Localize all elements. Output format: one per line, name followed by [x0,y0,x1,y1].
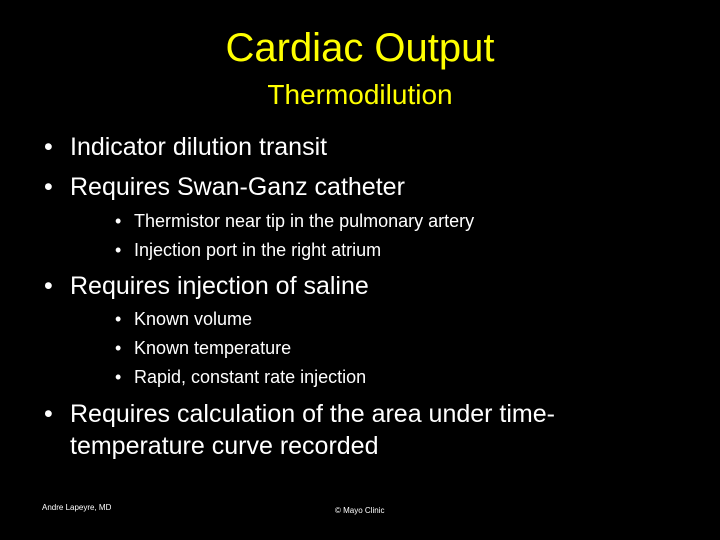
bullet-marker: • [44,173,53,201]
footer-author: Andre Lapeyre, MD [42,503,112,512]
bullet-text: temperature curve recorded [70,432,379,460]
bullet-marker: • [44,133,53,161]
bullet-text: Thermistor near tip in the pulmonary artery [134,211,475,231]
bullet-text: Known temperature [134,338,292,358]
bullet-marker: • [115,309,122,329]
bullet-marker: • [115,367,122,387]
bullet-marker: • [44,272,53,300]
bullet-text: Requires injection of saline [70,272,369,300]
bullet-text: Indicator dilution transit [70,133,328,161]
bullet-text: Known volume [134,309,253,329]
bullet-text: Requires calculation of the area under time- [70,400,555,428]
bullet-marker: • [44,400,53,428]
slide-subtitle: Thermodilution [267,79,453,110]
bullet-text: Injection port in the right atrium [134,240,382,260]
bullet-text: Requires Swan-Ganz catheter [70,173,405,201]
bullet-marker: • [115,240,122,260]
bullet-text: Rapid, constant rate injection [134,367,367,387]
bullet-marker: • [115,211,122,231]
footer-copyright: © Mayo Clinic [335,506,385,515]
slide-title: Cardiac Output [225,26,495,70]
bullet-marker: • [115,338,122,358]
